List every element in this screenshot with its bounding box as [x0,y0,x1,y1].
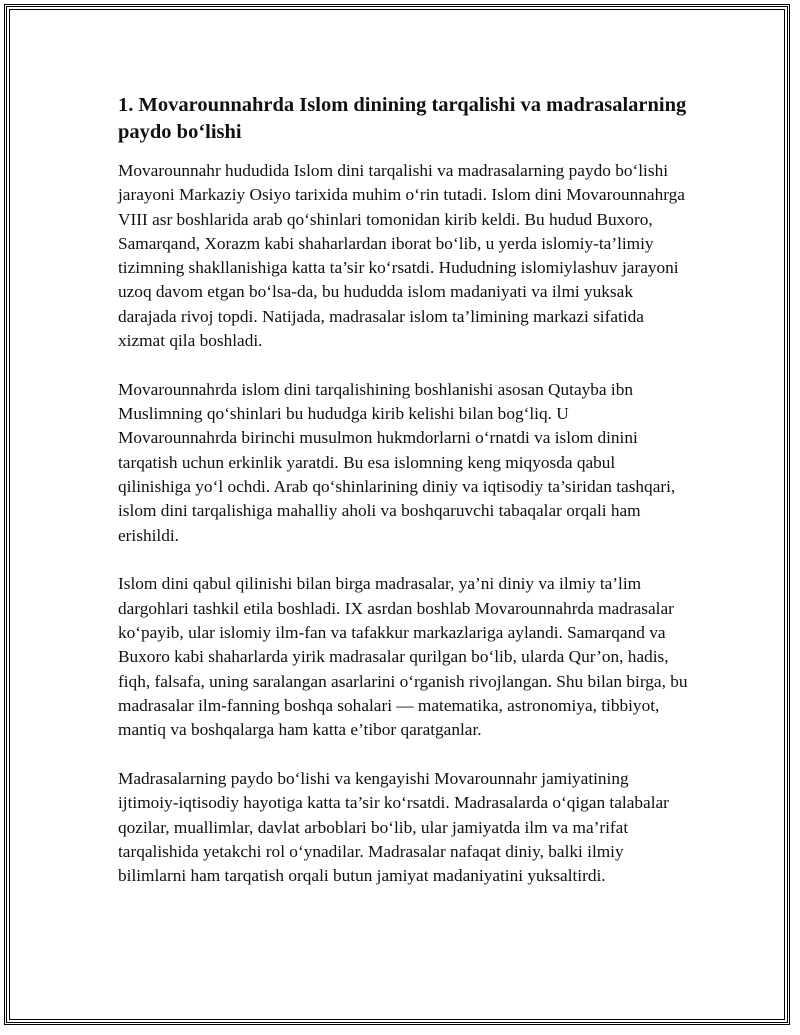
document-body [118,92,690,913]
paragraph-1: Movarounnahr hududida Islom dini tarqalishi va madrasalarning paydo bo‘lishi jarayoni Markaziy Osiyo tarixida muhim o‘rin tutadi. Islom dini Movarounnahrga VIII asr boshlarida arab qo‘shinlari tomonidan kirib keldi. Bu hudud Buxoro, Samarqand, Xorazm kabi shaharlardan iborat bo‘lib, u yerda islomiy-ta’limiy tizimning shakllanishiga katta ta’sir ko‘rsatdi. Hududning islomiylashuv jarayoni uzoq davom etgan bo‘lsa-da, bu hududda islom madaniyati va ilmi yuksak darajada rivoj topdi. Natijada, madrasalar islom ta’limining markazi sifatida xizmat qila boshladi. [118,161,685,351]
paragraph-4: Madrasalarning paydo bo‘lishi va kengayishi Movarounnahr jamiyatining ijtimoiy-iqtisodiy hayotiga katta ta’sir ko‘rsatdi. Madrasalarda o‘qigan talabalar qozilar, muallimlar, davlat arboblari bo‘lib, ular jamiyatda ilm va ma’rifat tarqalishida yetakchi rol o‘ynadilar. Madrasalar nafaqat diniy, balki ilmiy bilimlarni ham tarqatish orqali butun jamiyat madaniyatini yuksaltirdi. [118,769,669,886]
section-title: 1. Movarounnahrda Islom dinining tarqalishi va madrasalarning paydo bo‘lishi [118,94,687,143]
paragraph-3: Islom dini qabul qilinishi bilan birga madrasalar, ya’ni diniy va ilmiy ta’lim dargohlari tashkil etila boshladi. IX asrdan boshlab Movarounnahrda madrasalar ko‘payib, ular islomiy ilm-fan va tafakkur markazlariga aylandi. Samarqand va Buxoro kabi shaharlarda yirik madrasalar qurilgan bo‘lib, ularda Qur’on, hadis, fiqh, falsafa, uning saralangan asarlarini o‘rganish rivojlangan. Shu bilan birga, bu madrasalar ilm-fanning boshqa sohalari — matematika, astronomiya, tibbiyot, mantiq va boshqalarga ham katta e’tibor qaratganlar. [118,574,688,740]
paragraph-2: Movarounnahrda islom dini tarqalishining boshlanishi asosan Qutayba ibn Muslimning qo‘shinlari bu hududga kirib kelishi bilan bog‘liq. U Movarounnahrda birinchi musulmon hukmdorlarni o‘rnatdi va islom dinini tarqatish uchun erkinlik yaratdi. Bu esa islomning keng miqyosda qabul qilinishiga yo‘l ochdi. Arab qo‘shinlarining diniy va iqtisodiy ta’siridan tashqari, islom dini tarqalishiga mahalliy aholi va boshqaruvchi tabaqalar orqali ham erishildi. [118,379,676,545]
